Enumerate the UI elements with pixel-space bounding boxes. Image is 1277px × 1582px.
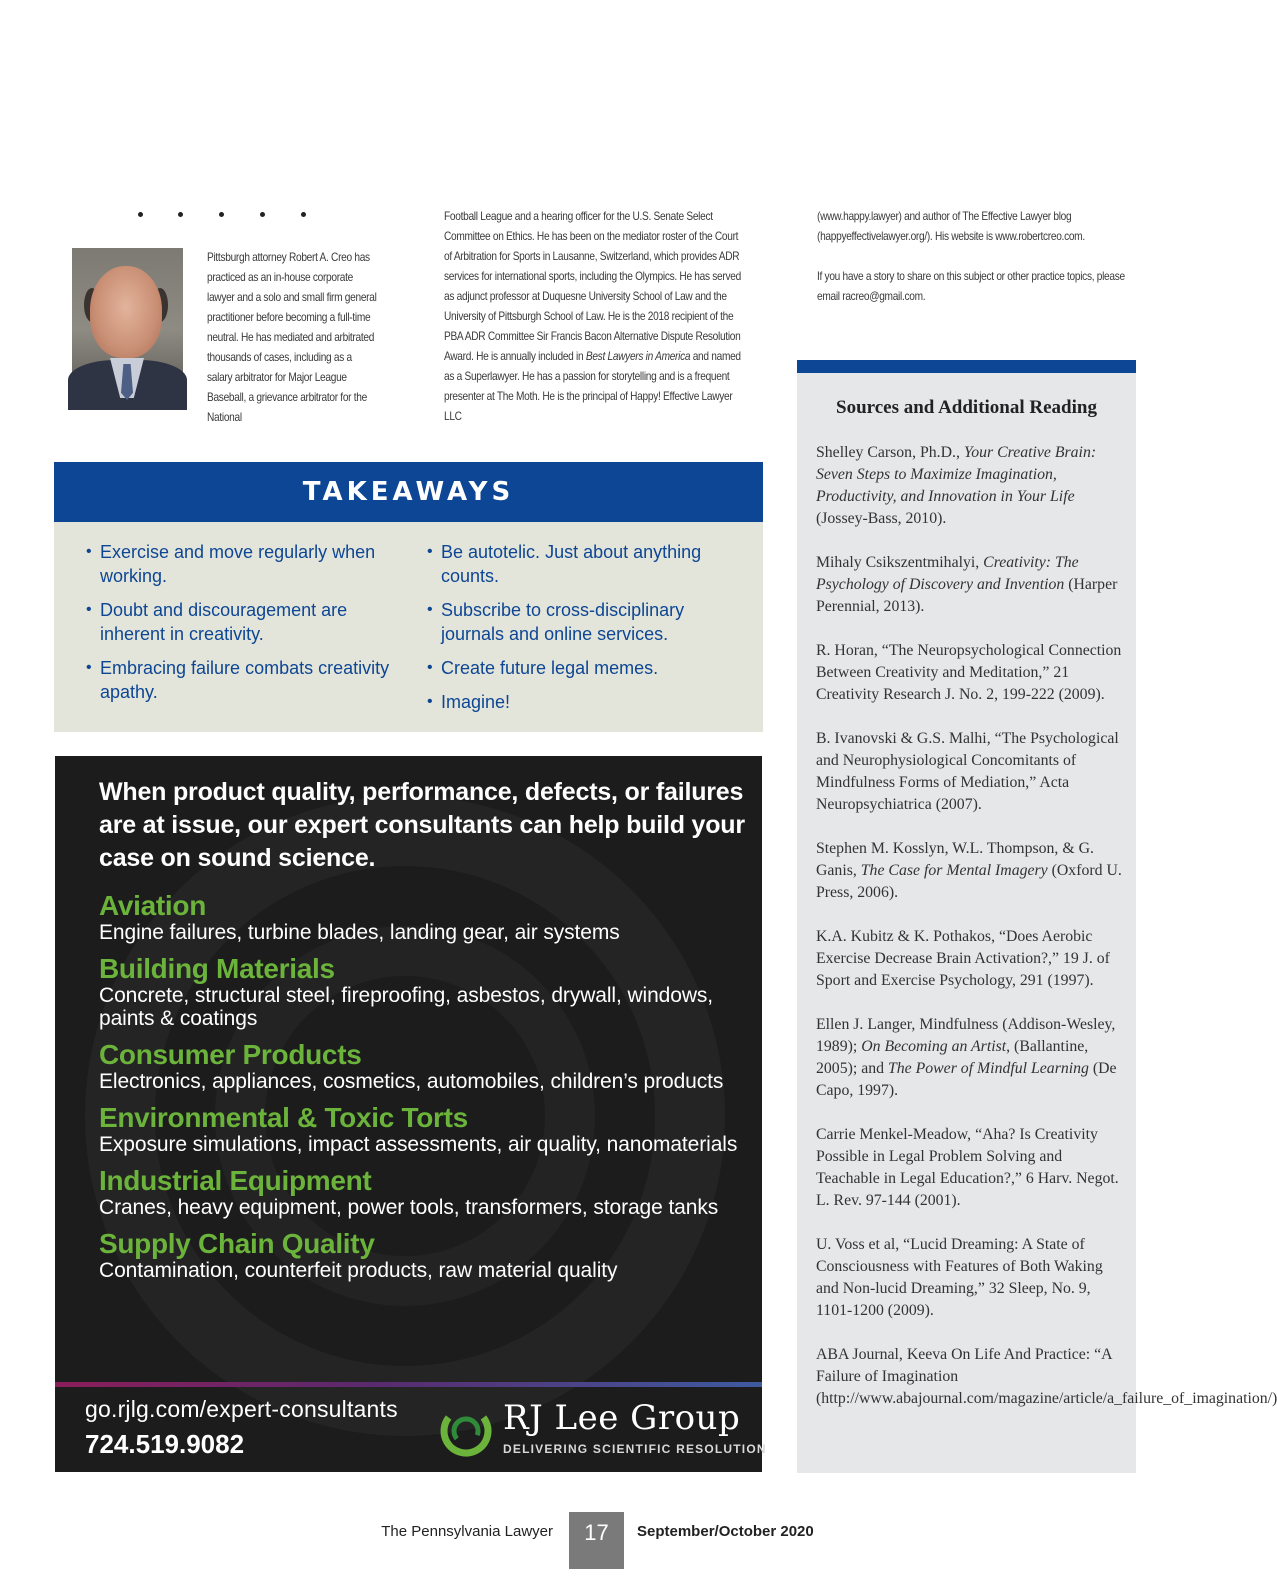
ad-category-title: Aviation [99, 890, 207, 921]
swirl-logo-icon [437, 1402, 495, 1460]
source-title: On Becoming an Artist [861, 1038, 1007, 1055]
source-text: , (Ballantine, 2005); and [816, 1038, 1089, 1077]
takeaway-item: • Create future legal memes. [427, 656, 747, 680]
sources-list [816, 442, 1277, 1432]
dot [178, 212, 183, 217]
takeaway-item: • Imagine! [427, 690, 747, 714]
ad-phone-number[interactable]: 724.519.9082 [85, 1429, 245, 1459]
ad-category [99, 891, 759, 944]
sources-sidebar [797, 360, 1277, 1473]
source-item: B. Ivanovski & G.S. Malhi, “The Psychological and Neurophysiological Concomitants of Mindfulness Forms of Mediation,” Acta Neuropsychiatrica (2007). [816, 730, 1119, 813]
ad-category [99, 1229, 759, 1282]
source-text: (Jossey-Bass, 2010). [816, 510, 947, 527]
ad-category-title: Environmental & Toxic Torts [99, 1102, 468, 1133]
source-item: K.A. Kubitz & K. Pothakos, “Does Aerobic Exercise Decrease Brain Activation?,” 19 J. of Sport and Exercise Psychology, 291 (1997). [816, 928, 1110, 989]
ad-category [99, 1166, 759, 1219]
source-item [816, 838, 1124, 904]
photo-face [90, 266, 162, 358]
source-item [816, 442, 1124, 530]
source-item [816, 552, 1124, 618]
ad-category-title: Supply Chain Quality [99, 1228, 375, 1259]
takeaways-right-column [427, 540, 747, 724]
ad-category-desc: Cranes, heavy equipment, power tools, transformers, storage tanks [99, 1196, 719, 1219]
ad-category [99, 954, 759, 1030]
author-photo [72, 248, 183, 396]
dot [301, 212, 306, 217]
source-item: Carrie Menkel-Meadow, “Aha? Is Creativity Possible in Legal Problem Solving and Teachable in Legal Education?,” 6 Harv. Negot. L. Rev. 97-144 (2001). [816, 1126, 1119, 1209]
source-text: Stephen M. Kosslyn, W.L. Thompson, & G. Ganis, [816, 840, 1094, 879]
bio-italic-text: Best Lawyers in America [585, 349, 691, 363]
bio-text: and named as a Superlawyer. He has a passion for storytelling and is a frequent presenter at The Moth. He is the principal of Happy! Effective Lawyer LLC [444, 349, 741, 423]
takeaway-item: • Subscribe to cross-disciplinary journals and online services. [427, 598, 747, 646]
ad-category-desc: Contamination, counterfeit products, raw material quality [99, 1259, 618, 1282]
source-text: (Oxford U. Press, 2006). [816, 862, 1122, 901]
ad-category [99, 1040, 759, 1093]
source-item: ABA Journal, Keeva On Life And Practice: “A Failure of Imagination (http://www.abajournal.com/magazine/article/a_failure_of_imagination/) [816, 1346, 1277, 1407]
source-title: Creativity: The Psychology of Discovery and Invention [816, 554, 1079, 593]
author-bio-col3 [817, 206, 1144, 306]
source-text: Ellen J. Langer, Mindfulness (Addison-Wesley, 1989); [816, 1016, 1116, 1055]
ad-category [99, 1103, 759, 1156]
takeaways-header [54, 462, 763, 522]
ad-category-title: Consumer Products [99, 1039, 362, 1070]
ad-category-desc: Engine failures, turbine blades, landing gear, air systems [99, 921, 620, 944]
source-item [816, 1014, 1124, 1102]
takeaway-item: • Be autotelic. Just about anything counts. [427, 540, 747, 588]
bio-contact-paragraph: If you have a story to share on this subject or other practice topics, please email racreo@gmail.com. [817, 269, 1125, 303]
ad-categories [99, 891, 759, 1292]
rj-lee-logo [437, 1398, 767, 1462]
page-number: 17 [569, 1512, 624, 1569]
bio-website-paragraph: (www.happy.lawyer) and author of The Effective Lawyer blog (happyeffectivelawyer.org/). His website is www.robertcreo.com. [817, 209, 1085, 243]
ad-website-link[interactable]: go.rjlg.com/expert-consultants [85, 1396, 398, 1422]
logo-tagline: DELIVERING SCIENTIFIC RESOLUTION [503, 1442, 767, 1456]
source-item: U. Voss et al, “Lucid Dreaming: A State of Consciousness with Features of Both Waking and Non-lucid Dreaming,” 32 Sleep, No. 9, 1101-1200 (2009). [816, 1236, 1103, 1319]
ad-category-desc: Electronics, appliances, cosmetics, automobiles, children’s products [99, 1070, 724, 1093]
page-footer [0, 1512, 1200, 1582]
dot [260, 212, 265, 217]
takeaway-item: • Exercise and move regularly when working. [86, 540, 404, 588]
source-text: Shelley Carson, Ph.D., [816, 444, 964, 461]
source-title: The Case for Mental Imagery [860, 862, 1048, 879]
takeaway-item: • Embracing failure combats creativity apathy. [86, 656, 404, 704]
source-text: (De Capo, 1997). [816, 1060, 1117, 1099]
ad-headline: When product quality, performance, defects, or failures are at issue, our expert consultants can help build your case on sound science. [99, 778, 745, 872]
takeaway-item: • Doubt and discouragement are inherent in creativity. [86, 598, 404, 646]
source-item: R. Horan, “The Neuropsychological Connection Between Creativity and Meditation,” 21 Creativity Research J. No. 2, 199-222 (2009). [816, 642, 1122, 703]
ad-divider [55, 1382, 762, 1387]
source-title: The Power of Mindful Learning [887, 1060, 1089, 1077]
ad-category-title: Building Materials [99, 953, 335, 984]
ad-category-desc: Concrete, structural steel, fireproofing, asbestos, drywall, windows, paints & coatings [99, 984, 714, 1030]
author-bio-col1: Pittsburgh attorney Robert A. Creo has practiced as an in-house corporate lawyer and a solo and small firm general practitioner before becoming a full-time neutral. He has mediated and arbitrated thousands of cases, including as a salary arbitrator for Major League Baseball, a grievance arbitrator for the National [207, 250, 377, 424]
ad-category-title: Industrial Equipment [99, 1165, 372, 1196]
sources-top-bar [797, 360, 1136, 373]
ad-category-desc: Exposure simulations, impact assessments, air quality, nanomaterials [99, 1133, 738, 1156]
takeaways-box [54, 462, 763, 732]
footer-publication: The Pennsylvania Lawyer [381, 1523, 553, 1540]
footer-issue-date: September/October 2020 [637, 1523, 814, 1540]
logo-company-name: RJ Lee Group [503, 1398, 741, 1438]
dot [219, 212, 224, 217]
source-text: Mihaly Csikszentmihalyi, [816, 554, 984, 571]
sources-title: Sources and Additional Reading [836, 397, 1097, 418]
author-bio-col2 [444, 206, 745, 426]
dot [138, 212, 143, 217]
section-divider-dots [130, 206, 320, 220]
takeaways-left-column [86, 540, 404, 714]
source-text: (Harper Perennial, 2013). [816, 576, 1118, 615]
takeaways-title: TAKEAWAYS [302, 477, 515, 507]
source-title: Your Creative Brain: Seven Steps to Maximize Imagination, Productivity, and Innovation in Your Life [816, 444, 1097, 505]
rj-lee-advertisement [55, 756, 767, 1472]
bio-text: Football League and a hearing officer for the U.S. Senate Select Committee on Ethics. He has been on the mediator roster of the Court of Arbitration for Sports in Lausanne, Switzerland, which provides ADR services for international sports, including the Olympics. He has served as adjunct professor at Duquesne University School of Law and the University of Pittsburgh School of Law. He is the 2018 recipient of the PBA ADR Committee Sir Francis Bacon Alternative Dispute Resolution Award. He is annually included in [444, 209, 741, 363]
